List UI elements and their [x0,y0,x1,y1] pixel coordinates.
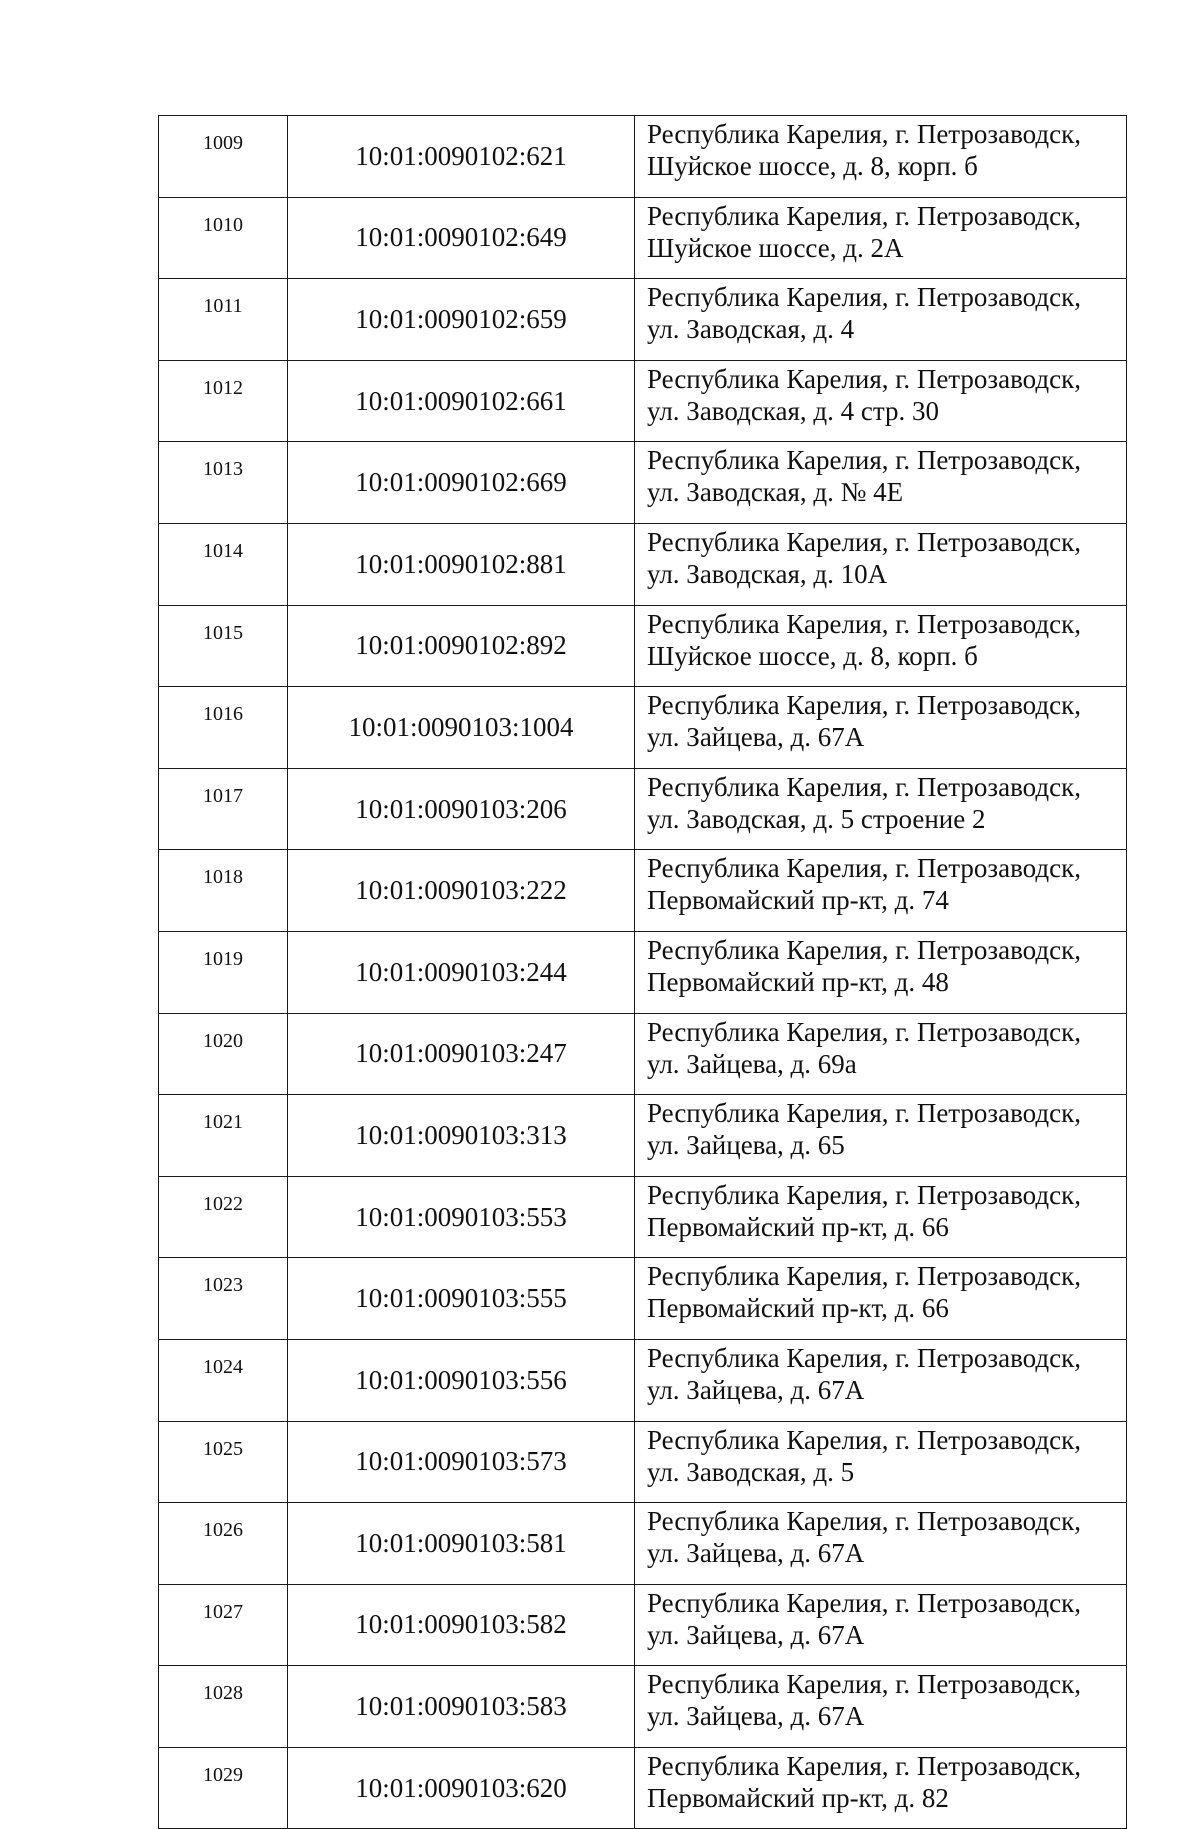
address-line-street: ул. Заводская, д. 4 стр. 30 [647,395,940,426]
address-cell [635,1503,1127,1585]
address-cell [635,1176,1127,1258]
cadastral-number-cell: 10:01:0090102:649 [288,197,635,279]
address-line-street: ул. Зайцева, д. 67А [647,722,865,753]
row-number-cell: 1015 [159,605,288,687]
address-cell [635,768,1127,850]
address-line-region: Республика Карелия, г. Петрозаводск, [647,1506,1081,1537]
address-line-region: Республика Карелия, г. Петрозаводск, [647,1587,1081,1618]
row-number-cell: 1014 [159,523,288,605]
address-line-street: ул. Зайцева, д. 69а [647,1048,857,1079]
cadastral-number-cell: 10:01:0090103:244 [288,931,635,1013]
cadastral-number-cell: 10:01:0090102:892 [288,605,635,687]
table-row [159,1013,1127,1095]
cadastral-number-cell: 10:01:0090103:313 [288,1095,635,1177]
address-line-region: Республика Карелия, г. Петрозаводск, [647,1016,1081,1047]
address-line-region: Республика Карелия, г. Петрозаводск, [647,608,1081,639]
table-row [159,1503,1127,1585]
row-number-cell: 1022 [159,1176,288,1258]
row-number-cell: 1021 [159,1095,288,1177]
table-row [159,768,1127,850]
address-line-region: Республика Карелия, г. Петрозаводск, [647,282,1081,313]
row-number-cell: 1019 [159,931,288,1013]
address-cell [635,279,1127,361]
table-row [159,605,1127,687]
address-line-street: Шуйское шоссе, д. 2А [647,232,904,263]
table-row [159,850,1127,932]
table-row [159,197,1127,279]
address-line-region: Республика Карелия, г. Петрозаводск, [647,1098,1081,1129]
address-cell [635,687,1127,769]
address-line-street: ул. Заводская, д. 5 строение 2 [647,803,986,834]
table-row [159,1421,1127,1503]
address-cell [635,197,1127,279]
table-row [159,687,1127,769]
row-number-cell: 1027 [159,1584,288,1666]
address-line-region: Республика Карелия, г. Петрозаводск, [647,526,1081,557]
address-line-region: Республика Карелия, г. Петрозаводск, [647,1342,1081,1373]
cadastral-number-cell: 10:01:0090103:553 [288,1176,635,1258]
cadastral-number-cell: 10:01:0090102:621 [288,116,635,198]
table-row [159,279,1127,361]
cadastral-number-cell: 10:01:0090103:206 [288,768,635,850]
address-line-street: Первомайский пр-кт, д. 74 [647,885,949,916]
address-cell [635,1339,1127,1421]
row-number-cell: 1010 [159,197,288,279]
address-line-street: ул. Зайцева, д. 67А [647,1619,865,1650]
table-row [159,931,1127,1013]
address-line-street: Шуйское шоссе, д. 8, корп. б [647,640,978,671]
address-line-region: Республика Карелия, г. Петрозаводск, [647,1261,1081,1292]
row-number-cell: 1025 [159,1421,288,1503]
registry-table-body [159,116,1127,1829]
property-registry-table [158,115,1127,1829]
cadastral-number-cell: 10:01:0090103:620 [288,1747,635,1829]
address-line-region: Республика Карелия, г. Петрозаводск, [647,200,1081,231]
cadastral-number-cell: 10:01:0090103:222 [288,850,635,932]
row-number-cell: 1023 [159,1258,288,1340]
address-cell [635,1013,1127,1095]
address-line-street: ул. Зайцева, д. 67А [647,1374,865,1405]
row-number-cell: 1024 [159,1339,288,1421]
address-cell [635,1258,1127,1340]
address-line-street: ул. Заводская, д. 5 [647,1456,855,1487]
address-cell [635,1747,1127,1829]
table-row [159,1095,1127,1177]
address-line-street: Шуйское шоссе, д. 8, корп. б [647,151,978,181]
address-line-region: Республика Карелия, г. Петрозаводск, [647,1179,1081,1210]
cadastral-number-cell: 10:01:0090102:661 [288,360,635,442]
address-line-street: ул. Заводская, д. № 4Е [647,477,904,508]
table-row [159,1339,1127,1421]
row-number-cell: 1009 [159,116,288,198]
address-line-region: Республика Карелия, г. Петрозаводск, [647,363,1081,394]
table-row [159,1176,1127,1258]
address-line-region: Республика Карелия, г. Петрозаводск, [647,1750,1081,1781]
address-cell [635,605,1127,687]
cadastral-number-cell: 10:01:0090102:659 [288,279,635,361]
row-number-cell: 1013 [159,442,288,524]
table-row [159,360,1127,442]
row-number-cell: 1012 [159,360,288,442]
address-line-street: Первомайский пр-кт, д. 66 [647,1211,949,1242]
address-line-region: Республика Карелия, г. Петрозаводск, [647,771,1081,802]
cadastral-number-cell: 10:01:0090103:573 [288,1421,635,1503]
row-number-cell: 1020 [159,1013,288,1095]
address-line-region: Республика Карелия, г. Петрозаводск, [647,1424,1081,1455]
address-line-street: ул. Зайцева, д. 65 [647,1130,845,1161]
address-line-region: Республика Карелия, г. Петрозаводск, [647,853,1081,884]
address-line-street: ул. Заводская, д. 10А [647,558,888,589]
address-line-street: Первомайский пр-кт, д. 48 [647,966,949,997]
cadastral-number-cell: 10:01:0090103:556 [288,1339,635,1421]
address-cell [635,1095,1127,1177]
cadastral-number-cell: 10:01:0090102:669 [288,442,635,524]
address-cell [635,523,1127,605]
address-cell [635,116,1127,198]
cadastral-number-cell: 10:01:0090103:582 [288,1584,635,1666]
address-line-region: Республика Карелия, г. Петрозаводск, [647,934,1081,965]
row-number-cell: 1017 [159,768,288,850]
address-line-street: ул. Зайцева, д. 67А [647,1538,865,1569]
address-cell [635,1421,1127,1503]
cadastral-number-cell: 10:01:0090102:881 [288,523,635,605]
address-line-region: Республика Карелия, г. Петрозаводск, [647,690,1081,721]
address-line-region: Республика Карелия, г. Петрозаводск, [647,1669,1081,1700]
table-row [159,1747,1127,1829]
table-row [159,116,1127,198]
address-line-street: Первомайский пр-кт, д. 82 [647,1782,949,1813]
table-row [159,1666,1127,1748]
address-cell [635,360,1127,442]
table-row [159,1584,1127,1666]
cadastral-number-cell: 10:01:0090103:1004 [288,687,635,769]
address-line-street: ул. Зайцева, д. 67А [647,1701,865,1732]
address-line-region: Республика Карелия, г. Петрозаводск, [647,445,1081,476]
cadastral-number-cell: 10:01:0090103:583 [288,1666,635,1748]
address-line-street: ул. Заводская, д. 4 [647,314,855,345]
address-cell [635,1584,1127,1666]
row-number-cell: 1016 [159,687,288,769]
row-number-cell: 1026 [159,1503,288,1585]
address-line-street: Первомайский пр-кт, д. 66 [647,1293,949,1324]
row-number-cell: 1018 [159,850,288,932]
table-row [159,1258,1127,1340]
address-cell [635,1666,1127,1748]
cadastral-number-cell: 10:01:0090103:581 [288,1503,635,1585]
table-row [159,523,1127,605]
cadastral-number-cell: 10:01:0090103:555 [288,1258,635,1340]
cadastral-number-cell: 10:01:0090103:247 [288,1013,635,1095]
address-line-region: Республика Карелия, г. Петрозаводск, [647,119,1081,149]
row-number-cell: 1029 [159,1747,288,1829]
table-row [159,442,1127,524]
address-cell [635,931,1127,1013]
row-number-cell: 1011 [159,279,288,361]
address-cell [635,442,1127,524]
address-cell [635,850,1127,932]
row-number-cell: 1028 [159,1666,288,1748]
